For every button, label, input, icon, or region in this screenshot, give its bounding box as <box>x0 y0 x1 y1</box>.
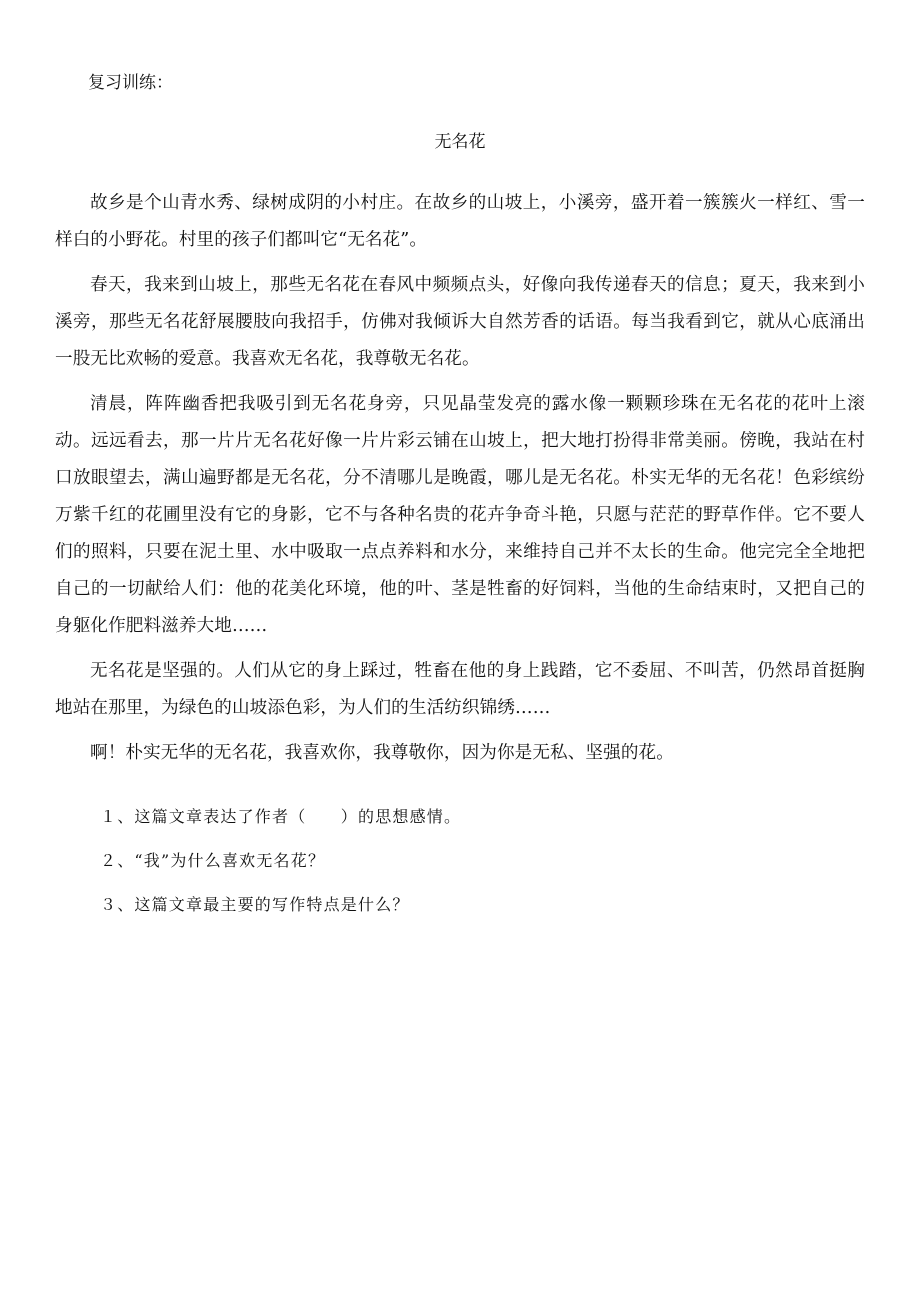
question-list <box>100 801 860 933</box>
paragraph-4: 无名花是坚强的。人们从它的身上踩过，牲畜在他的身上践踏，它不委屈、不叫苦，仍然昂首挺胸地站在那里，为绿色的山坡添色彩，为人们的生活纺织锦绣…… <box>55 661 865 718</box>
paragraph-3: 清晨，阵阵幽香把我吸引到无名花身旁，只见晶莹发亮的露水像一颗颗珍珠在无名花的花叶上滚动。远远看去，那一片片无名花好像一片片彩云铺在山坡上，把大地打扮得非常美丽。傍晚，我站在村口放眼望去，满山遍野都是无名花，分不清哪儿是晚霞，哪儿是无名花。朴实无华的无名花！色彩缤纷万紫千红的花圃里没有它的身影，它不与各种名贵的花卉争奇斗艳，只愿与茫茫的野草作伴。它不要人们的照料，只要在泥土里、水中吸取一点点养料和水分，来维持自己并不太长的生命。他完完全全地把自己的一切献给人们：他的花美化环境，他的叶、茎是牲畜的好饲料，当他的生命结束时，又把自己的身躯化作肥料滋养大地…… <box>55 394 865 636</box>
question-1: １、这篇文章表达了作者（ ）的思想感情。 <box>100 807 462 826</box>
question-2: ２、“我”为什么喜欢无名花？ <box>100 851 326 870</box>
paragraph-1: 故乡是个山青水秀、绿树成阴的小村庄。在故乡的山坡上，小溪旁，盛开着一簇簇火一样红、雪一样白的小野花。村里的孩子们都叫它“无名花”。 <box>55 193 865 250</box>
paragraph-2: 春天，我来到山坡上，那些无名花在春风中频频点头，好像向我传递春天的信息；夏天，我来到小溪旁，那些无名花舒展腰肢向我招手，仿佛对我倾诉大自然芳香的话语。每当我看到它，就从心底涌出一股无比欢畅的爱意。我喜欢无名花，我尊敬无名花。 <box>55 275 865 369</box>
question-3: ３、这篇文章最主要的写作特点是什么？ <box>100 895 410 914</box>
paragraph-5: 啊！朴实无华的无名花，我喜欢你，我尊敬你，因为你是无私、坚强的花。 <box>90 743 674 763</box>
article-body <box>55 185 865 780</box>
article-title: 无名花 <box>434 132 486 152</box>
section-heading: 复习训练： <box>88 73 173 93</box>
